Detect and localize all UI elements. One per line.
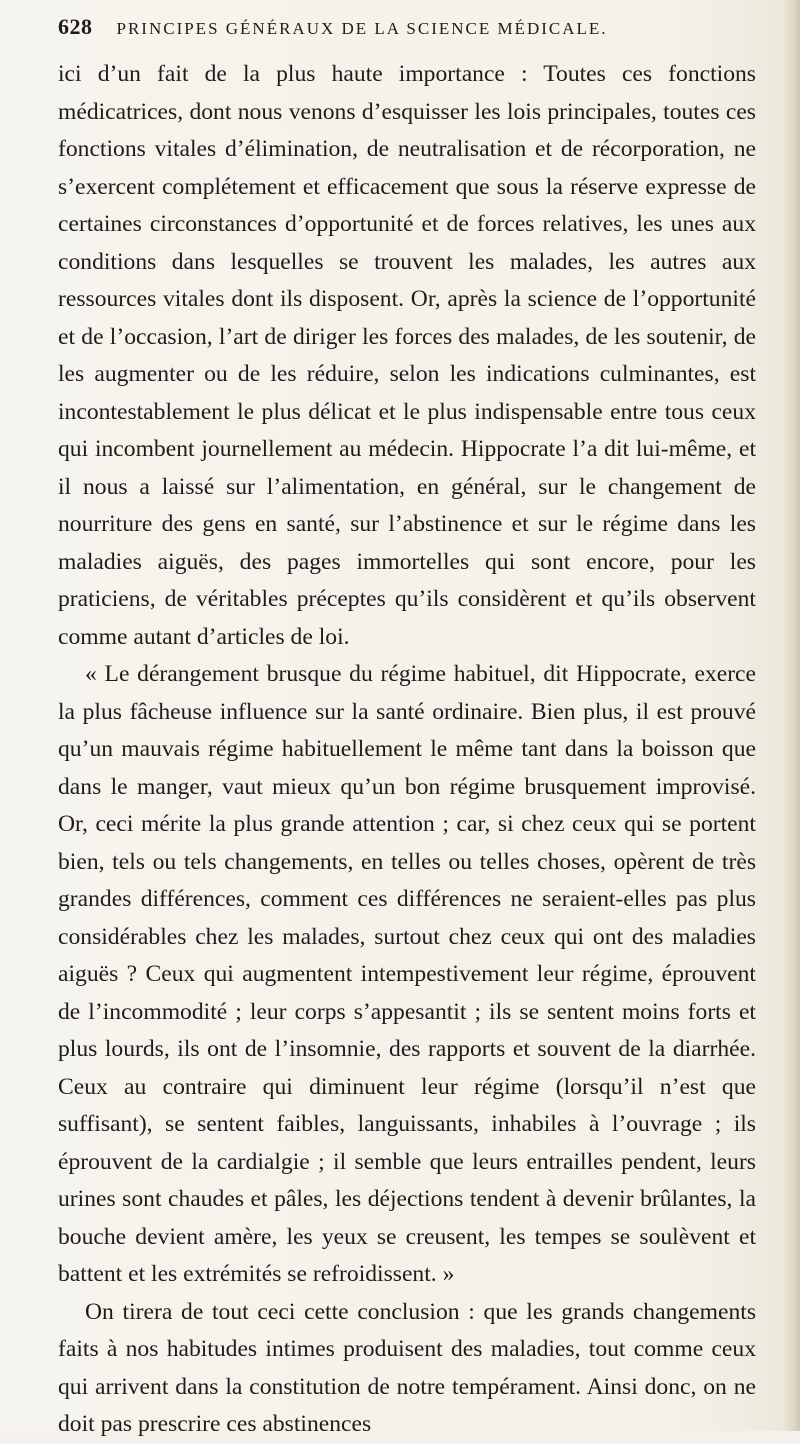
running-head-title: PRINCIPES GÉNÉRAUX DE LA SCIENCE MÉDICALE. [116,19,608,38]
paragraph-conclusion: On tirera de tout ceci cette conclusion : que les grands changements faits à nos habitudes intimes produisent des maladies, tout comme ceux qui arrivent dans la constitution de notre tempérament. Ainsi donc, on ne doit pas prescrire ces abstinences [58,1298,756,1437]
paragraph-continuation: ici d’un fait de la plus haute importance : Toutes ces fonctions médicatrices, dont nous venons d’esquisser les lois principales, toutes ces fonctions vitales d’élimination, de neutralisation et de récorporation, ne s’exercent complétement et efficacement que sous la réserve expresse de certaines circonstances d’opportunité et de forces relatives, les unes aux conditions dans lesquelles se trouvent les malades, les autres aux ressources vitales dont ils disposent. Or, après la science de l’opportunité et de l’occasion, l’art de diriger les forces des malades, de les soutenir, de les augmenter ou de les réduire, selon les indications culminantes, est incontestablement le plus délicat et le plus indispensable entre tous ceux qui incombent journellement au médecin. Hippocrate l’a dit lui-même, et il nous a laissé sur l’alimentation, en général, sur le changement de nourriture des gens en santé, sur l’abstinence et sur le régime dans les maladies aiguës, des pages immortelles qui sont encore, pour les praticiens, de véritables préceptes qu’ils considèrent et qu’ils observent comme autant d’articles de loi. [58,61,756,650]
page-edge-shadow [782,0,800,1431]
paragraph-hippocrates-quote: « Le dérangement brusque du régime habituel, dit Hippocrate, exerce la plus fâcheuse influence sur la santé ordinaire. Bien plus, il est prouvé qu’un mauvais régime habituellement le même tant dans la boisson que dans le manger, vaut mieux qu’un bon régime brusquement improvisé. Or, ceci mérite la plus grande attention ; car, si chez ceux qui se portent bien, tels ou tels changements, en telles ou telles choses, opèrent de très grandes différences, comment ces différences ne seraient-elles pas plus considérables chez les malades, surtout chez ceux qui ont des maladies aiguës ? Ceux qui augmentent intempestivement leur régime, éprouvent de l’incommodité ; leur corps s’appesantit ; ils se sentent moins forts et plus lourds, ils ont de l’insomnie, des rapports et souvent de la diarrhée. Ceux au contraire qui diminuent leur régime (lorsqu’il n’est que suffisant), se sentent faibles, languissants, inhabiles à l’ouvrage ; ils éprouvent de la cardialgie ; il semble que leurs entrailles pendent, leurs urines sont chaudes et pâles, les déjections tendent à devenir brûlantes, la bouche devient amère, les yeux se creusent, les tempes se soulèvent et battent et les extrémités se refroidissent. » [58,661,756,1287]
running-head [58,14,756,54]
body-text [58,56,756,1444]
page-number: 628 [58,14,93,39]
